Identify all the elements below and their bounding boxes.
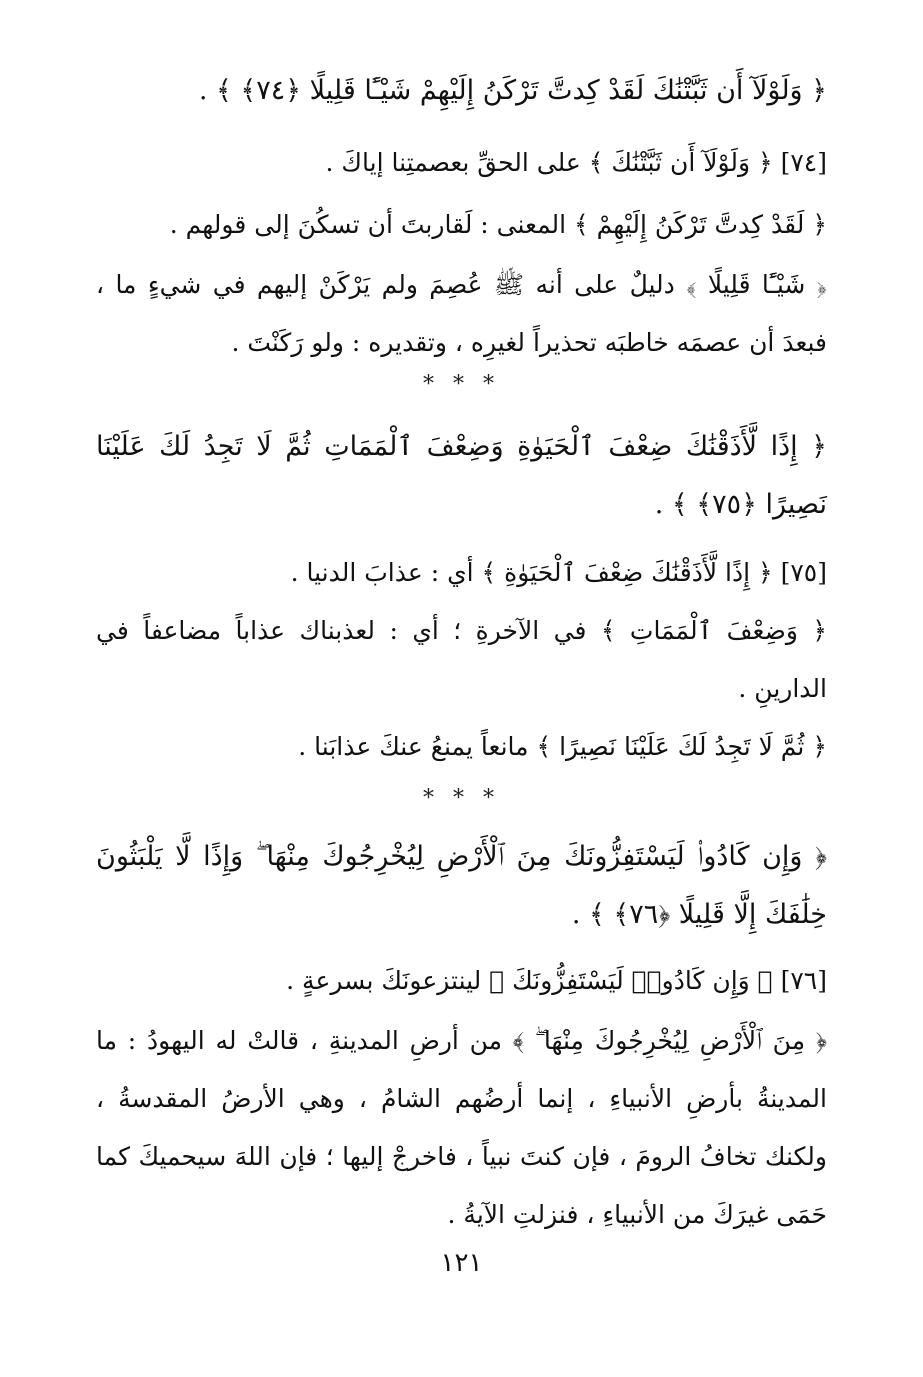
verse-75: ﴿ إِذًا لَّأَذَقْنَٰكَ ضِعْفَ ٱلْحَيَوٰةِ وَضِعْفَ ٱلْمَمَاتِ ثُمَّ لَا تَجِدُ لَكَ عَلَيْنَا نَصِيرًا ﴿٧٥﴾ ﴾ . <box>96 431 827 520</box>
section-separator: * * * <box>423 372 500 397</box>
page-number: ١٢١ <box>440 1248 483 1278</box>
commentary-74-inclined: ﴿ لَقَدْ كِدتَّ تَرْكَنُ إِلَيْهِمْ ﴾ المعنى : لَقاربتَ أن تسكُنَ إلى قولهم . <box>169 210 827 239</box>
commentary-75-death: ﴿ وَضِعْفَ ٱلْمَمَاتِ ﴾ في الآخرةِ ؛ أي : لعذبناك عذاباً مضاعفاً في الدارينِ . <box>96 616 827 703</box>
verse-74: ﴿ وَلَوْلَآ أَن ثَبَّتْنَٰكَ لَقَدْ كِدتَّ تَرْكَنُ إِلَيْهِمْ شَيْـًٔا قَلِيلًا ﴿٧٤﴾ ﴾ . <box>198 75 827 106</box>
commentary-76-provoke: [٧٦] ﴿ وَإِن كَادُوا۟ لَيَسْتَفِزُّونَكَ ﴾ لينتزعونَكَ بسرعةٍ . <box>286 966 827 995</box>
verse-76: ﴿ وَإِن كَادُوا۟ لَيَسْتَفِزُّونَكَ مِنَ ٱلْأَرْضِ لِيُخْرِجُوكَ مِنْهَا ۖ وَإِذًا لَّا يَلْبَثُونَ خِلَٰفَكَ إِلَّا قَلِيلًا ﴿٧٦﴾ ﴾ . <box>96 841 827 930</box>
section-separator: * * * <box>423 786 500 811</box>
commentary-75-life: [٧٥] ﴿ إِذًا لَّأَذَقْنَٰكَ ضِعْفَ ٱلْحَيَوٰةِ ﴾ أي : عذابَ الدنيا . <box>290 558 827 587</box>
commentary-75-helper: ﴿ ثُمَّ لَا تَجِدُ لَكَ عَلَيْنَا نَصِيرًا ﴾ مانعاً يمنعُ عنكَ عذابَنا . <box>298 732 827 761</box>
commentary-76-land: ﴿ مِنَ ٱلْأَرْضِ لِيُخْرِجُوكَ مِنْهَا ۖ ﴾ من أرضِ المدينةِ ، قالتْ له اليهودُ : ما المدينةُ بأرضِ الأنبياءِ ، إنما أرضُهم الشامُ ، وهي الأرضُ المقدسةُ ، ولكنك تخافُ الرومَ ، فإن كنتَ نبياً ، فاخرجْ إليها ؛ فإن اللهَ سيحميكَ كما حَمَى غيرَكَ من الأنبياءِ ، فنزلتِ الآيةُ . <box>96 1026 827 1229</box>
commentary-74-little: ﴿ شَيْـًٔا قَلِيلًا ﴾ دليلٌ على أنه ﷺ عُصِمَ ولم يَرْكَنْ إليهم في شيءٍ ما ، فبعدَ أن عصمَه خاطبَه تحذيراً لغيرِه ، وتقديره : ولو رَكَنْتَ . <box>96 270 827 357</box>
commentary-74-steadfast: [٧٤] ﴿ وَلَوْلَآ أَن ثَبَّتْنَٰكَ ﴾ على الحقِّ بعصمتِنا إياكَ . <box>325 148 827 177</box>
